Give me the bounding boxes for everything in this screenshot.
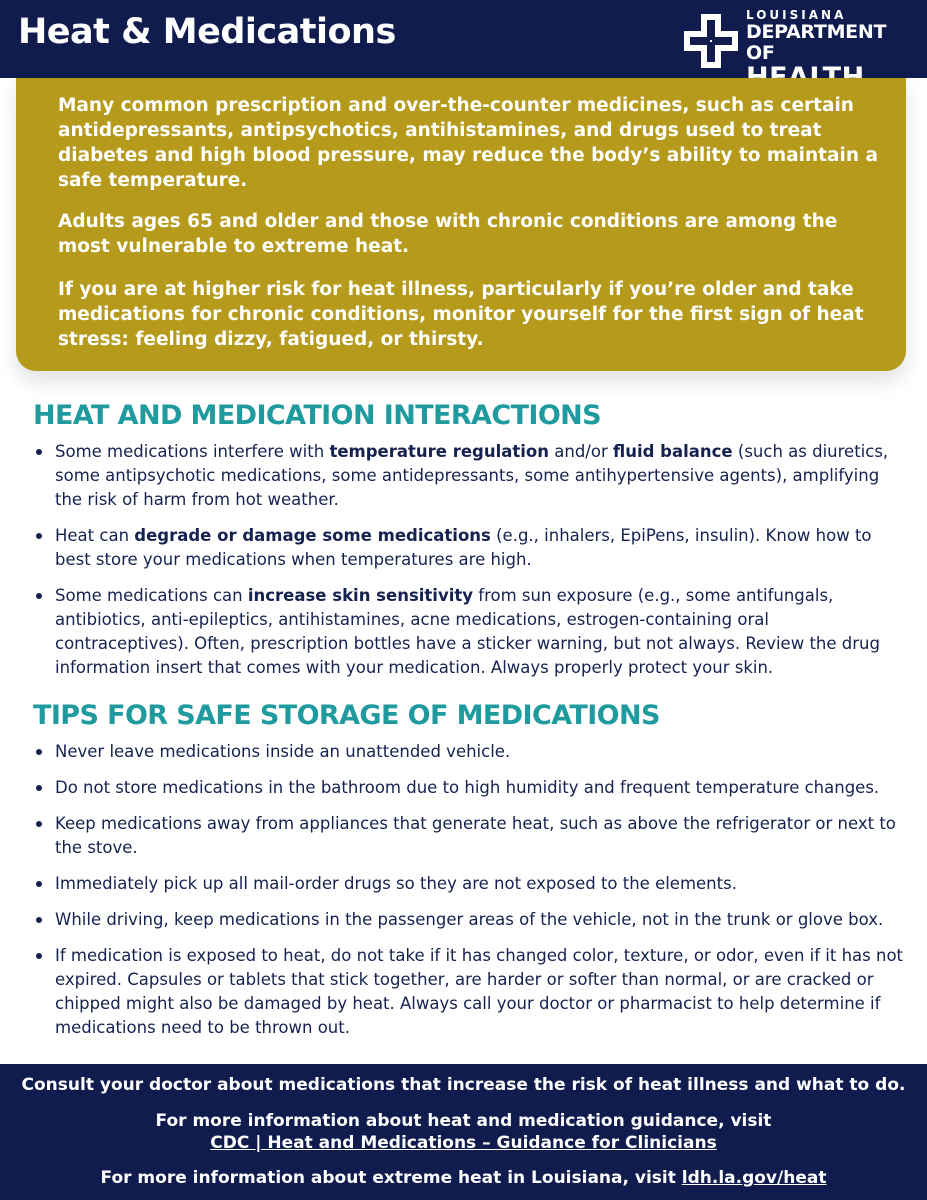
bold-term: increase skin sensitivity <box>247 586 474 605</box>
list-item <box>33 584 908 680</box>
text-segment: (such as diuretics, some antipsychotic medications, some antidepressants, some antihypertensive agents), amplifying the risk of harm from hot weather. <box>55 442 889 509</box>
list-item: If medication is exposed to heat, do not take if it has changed color, texture, or odor, even if it has not expired. Capsules or tablets that stick together, are harder or softer than normal, or are cracked or chipped might also be damaged by heat. Always call your doctor or pharmacist to help determine if medications need to be thrown out. <box>33 944 908 1040</box>
text-segment: Some medications interfere with <box>55 442 330 461</box>
page-title: Heat & Medications <box>18 12 396 52</box>
text-segment: Heat can <box>55 526 135 545</box>
storage-list <box>33 740 908 1052</box>
text-segment: Some medications can <box>55 586 248 605</box>
ldh-heat-link[interactable]: ldh.la.gov/heat <box>681 1168 827 1188</box>
intro-callout <box>16 78 906 371</box>
text-segment: and/or <box>549 442 613 461</box>
list-item: Immediately pick up all mail-order drugs so they are not exposed to the elements. <box>33 872 908 896</box>
intro-paragraph-1: Many common prescription and over-the-counter medicines, such as certain antidepressants, antipsychotics, antihistamines, and drugs used to treat diabetes and high blood pressure, may reduce the body’s ability to maintain a safe temperature. <box>58 95 878 191</box>
list-item: Never leave medications inside an unattended vehicle. <box>33 740 908 764</box>
header-banner <box>0 0 927 78</box>
text-segment: (e.g., inhalers, EpiPens, insulin). Know how to best store your medications when temperatures are high. <box>55 526 872 569</box>
list-item: Keep medications away from appliances that generate heat, such as above the refrigerator or next to the stove. <box>33 812 908 860</box>
list-item <box>33 524 908 572</box>
footer-guidance-text: For more information about heat and medication guidance, visit <box>155 1111 772 1131</box>
list-item: While driving, keep medications in the passenger areas of the vehicle, not in the trunk or glove box. <box>33 908 908 932</box>
bold-term: temperature regulation <box>329 442 549 461</box>
footer-heat-info <box>0 1167 927 1189</box>
bold-term: fluid balance <box>612 442 733 461</box>
footer-heat-text: For more information about extreme heat in Louisiana, visit <box>100 1168 682 1188</box>
logo-line-department: DEPARTMENT OF <box>746 21 887 64</box>
storage-heading: TIPS FOR SAFE STORAGE OF MEDICATIONS <box>33 700 660 731</box>
logo-line-louisiana: LOUISIANA <box>746 8 847 22</box>
list-item: Do not store medications in the bathroom due to high humidity and frequent temperature changes. <box>33 776 908 800</box>
cdc-guidance-link[interactable]: CDC | Heat and Medications – Guidance for Clinicians <box>210 1133 717 1153</box>
footer-banner <box>0 1064 927 1200</box>
interactions-list <box>33 440 908 692</box>
intro-paragraph-2: Adults ages 65 and older and those with chronic conditions are among the most vulnerable to extreme heat. <box>58 211 838 257</box>
intro-paragraph-3: If you are at higher risk for heat illness, particularly if you’re older and take medications for chronic conditions, monitor yourself for the first sign of heat stress: feeling dizzy, fatigued, or thirsty. <box>58 279 864 350</box>
list-item <box>33 440 908 512</box>
cross-icon <box>684 14 738 68</box>
text-segment: from sun exposure (e.g., some antifungals, antibiotics, anti-epileptics, antihistamines, acne medications, estrogen-containing oral contraceptives). Often, prescription bottles have a sticker warning, but not always. Review the drug information insert that comes with your medication. Always properly protect your skin. <box>55 586 880 677</box>
interactions-heading: HEAT AND MEDICATION INTERACTIONS <box>33 400 602 431</box>
bold-term: degrade or damage some medications <box>134 526 491 545</box>
footer-consult-text: Consult your doctor about medications that increase the risk of heat illness and what to do. <box>21 1075 906 1095</box>
ldh-logo <box>684 8 914 70</box>
